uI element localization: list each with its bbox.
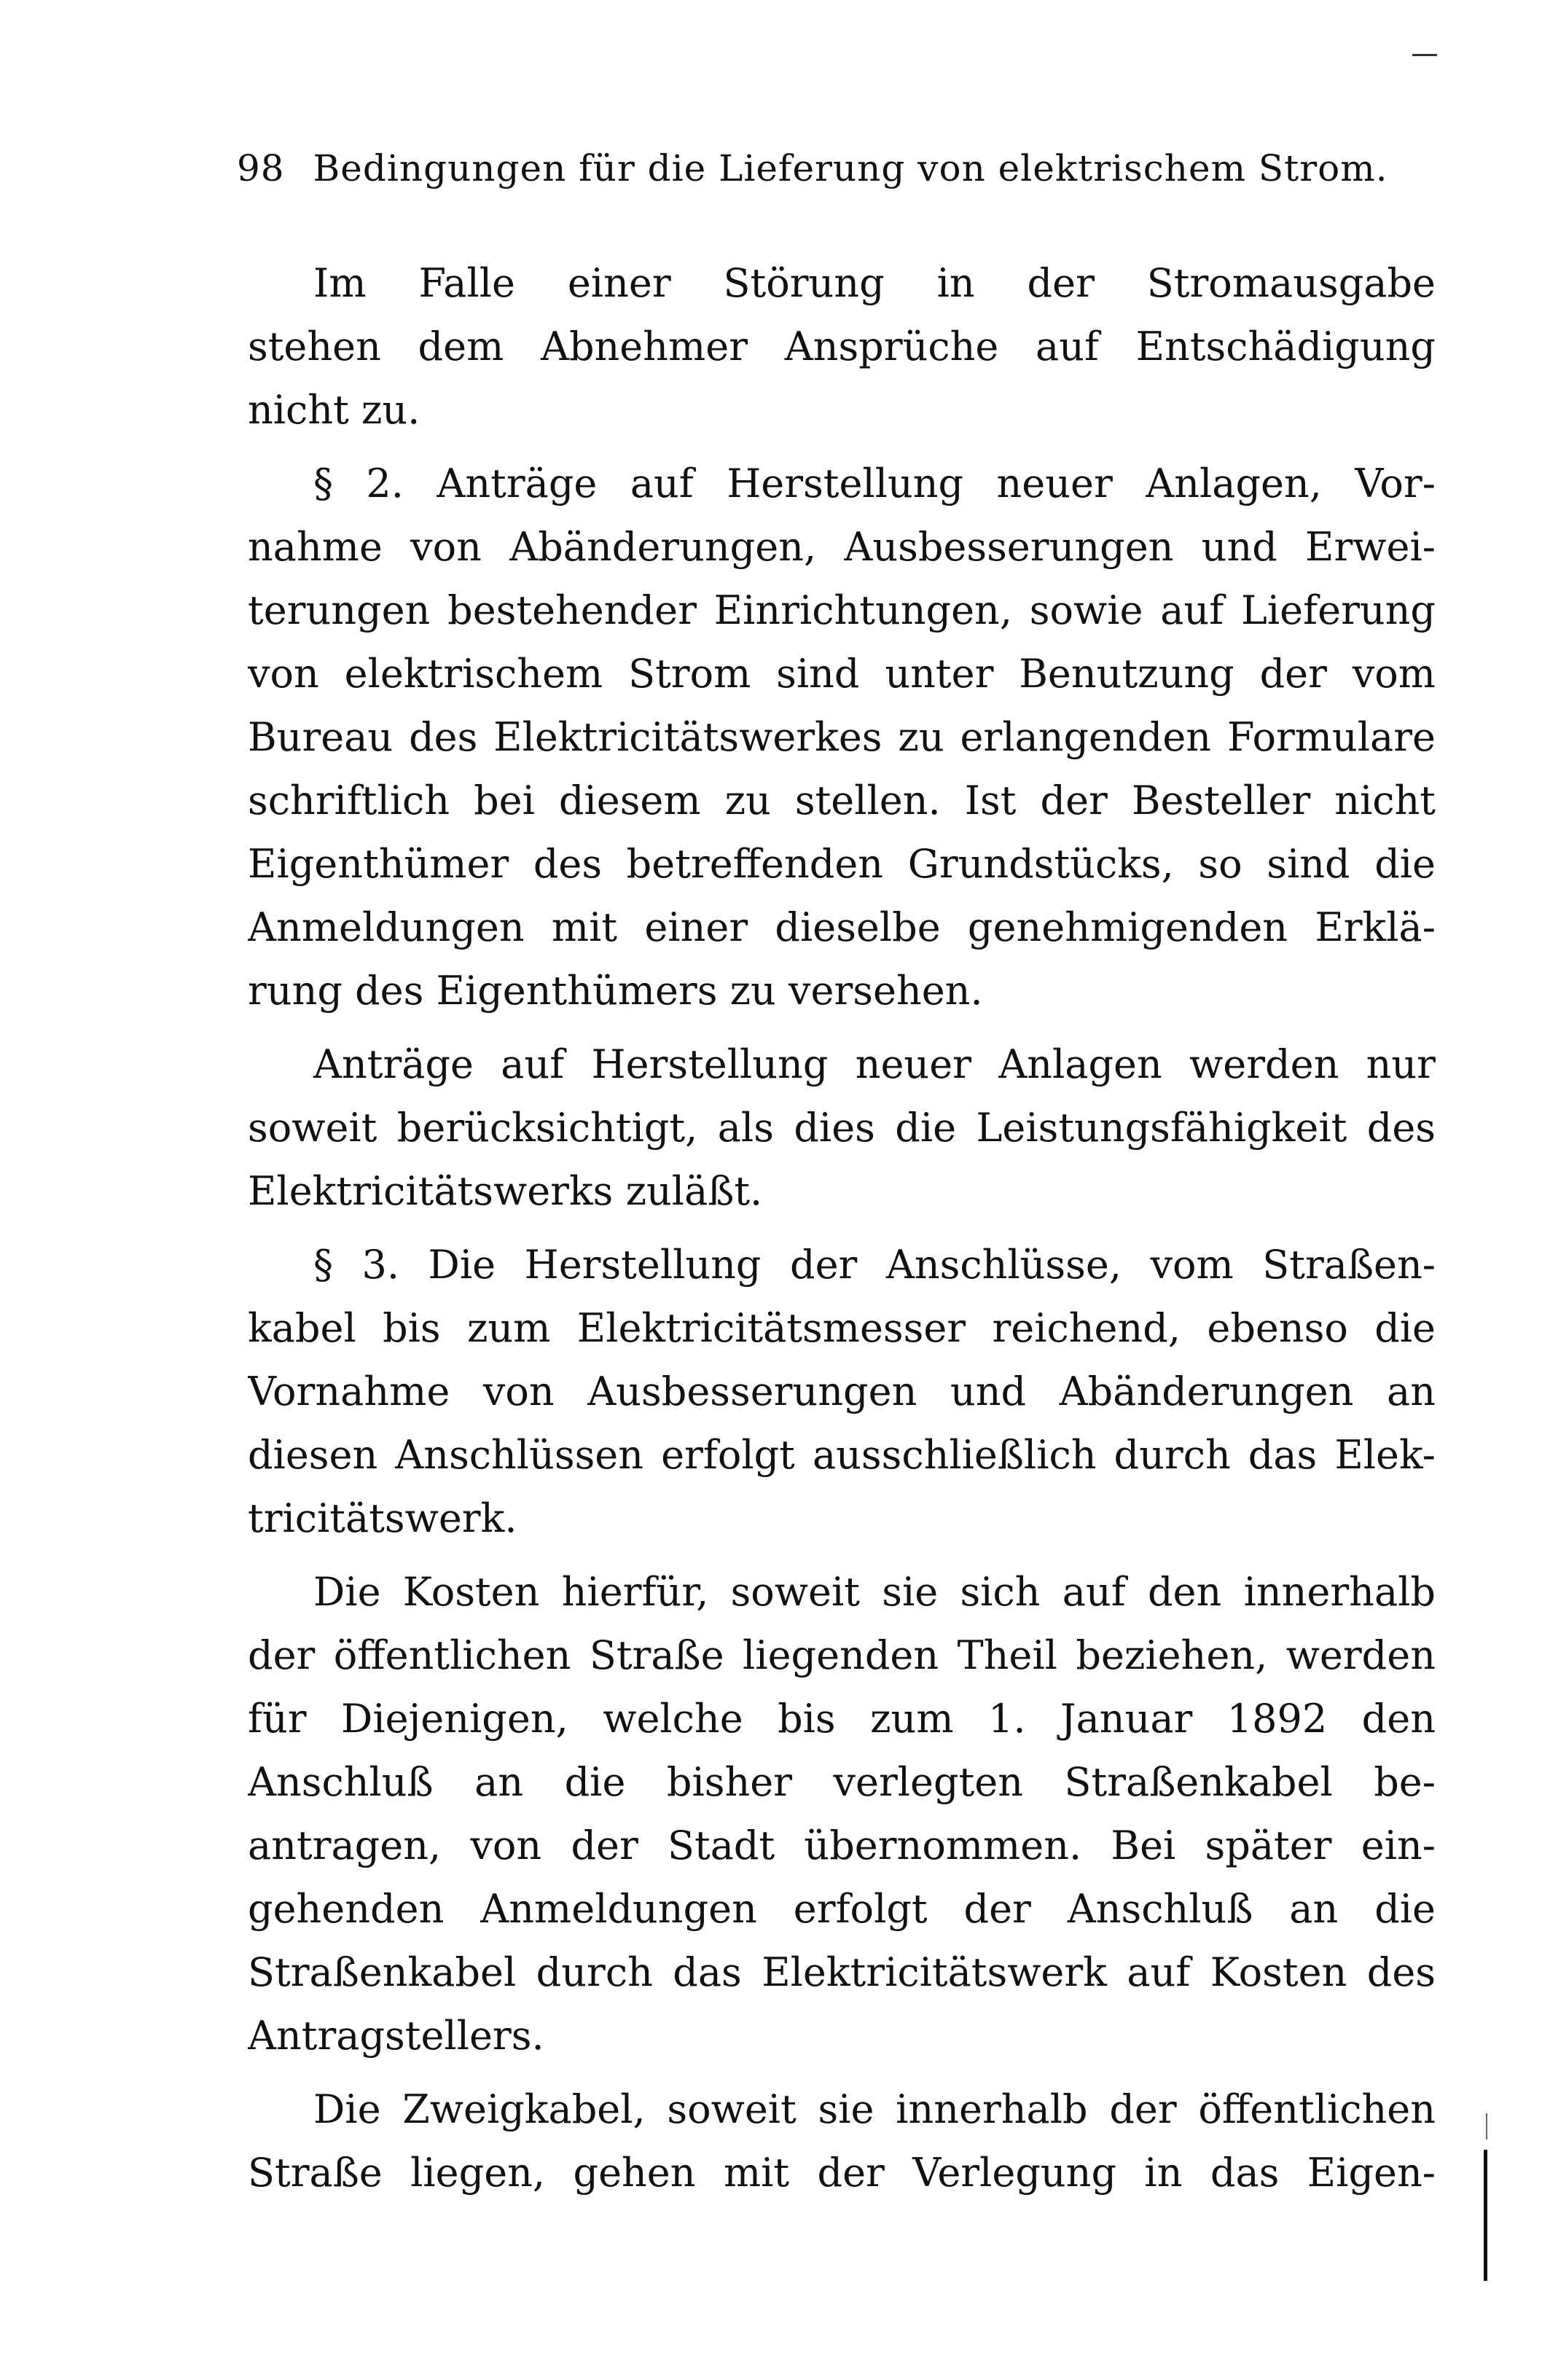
text-line: nahme von Abänderungen, Ausbesserungen und Erwei- [248,524,1436,570]
text-line: der öffentlichen Straße liegenden Theil beziehen, werden [248,1632,1436,1678]
text-line: terungen bestehender Einrichtungen, sowie auf Lieferung [248,587,1436,633]
text-line: Straßenkabel durch das Elektricitätswerk auf Kosten des [248,1949,1436,1995]
margin-bar-mark [1484,2150,1487,2281]
text-line: Eigenthümer des betreffenden Grundstücks, so sind die [248,841,1436,887]
text-line: Vornahme von Ausbesserungen und Abänderungen an [248,1369,1436,1414]
text-line: rung des Eigenthümers zu versehen. [248,968,983,1014]
text-line: stehen dem Abnehmer Ansprüche auf Entschädigung [248,324,1436,369]
body-text [248,251,1436,2204]
text-line: Die Kosten hierfür, soweit sie sich auf den innerhalb [313,1569,1436,1615]
text-line: von elektrischem Strom sind unter Benutzung der vom [248,651,1436,697]
text-line: § 2. Anträge auf Herstellung neuer Anlagen, Vor- [313,461,1436,506]
paragraph-gap [248,1022,1436,1033]
text-line: Straße liegen, gehen mit der Verlegung in das Eigen- [248,2150,1436,2196]
text-line: Elektricitätswerks zuläßt. [248,1168,763,1214]
text-line: Antragstellers. [248,2013,544,2059]
text-line: Anschluß an die bisher verlegten Straßenkabel be- [248,1759,1436,1805]
text-line: § 3. Die Herstellung der Anschlüsse, vom Straßen- [313,1242,1436,1288]
paragraph-gap [248,442,1436,452]
paragraph-gap [248,1223,1436,1233]
text-line: Die Zweigkabel, soweit sie innerhalb der öffentlichen [313,2086,1436,2132]
text-line: Bureau des Elektricitätswerkes zu erlangenden Formulare [248,714,1436,760]
text-line: soweit berücksichtigt, als dies die Leistungsfähigkeit des [248,1105,1436,1151]
text-line: gehenden Anmeldungen erfolgt der Anschluß an die [248,1886,1436,1932]
text-line: kabel bis zum Elektricitätsmesser reichend, ebenso die [248,1305,1436,1351]
page-number: 98 [237,147,285,189]
text-line: Anmeldungen mit einer dieselbe genehmigenden Erklä- [248,904,1436,950]
paragraph-gap [248,2067,1436,2078]
text-line: Im Falle einer Störung in der Stromausgabe [313,260,1436,306]
text-line: Anträge auf Herstellung neuer Anlagen werden nur [313,1041,1436,1087]
text-line: antragen, von der Stadt übernommen. Bei später ein- [248,1823,1436,1868]
text-line: für Diejenigen, welche bis zum 1. Januar 1892 den [248,1696,1436,1742]
running-header [237,136,1432,201]
margin-tick-mark [1486,2113,1487,2140]
running-title: Bedingungen für die Lieferung von elektrischem Strom. [313,147,1388,189]
paragraph-gap [248,1550,1436,1560]
text-line: diesen Anschlüssen erfolgt ausschließlich durch das Elek- [248,1432,1436,1478]
text-line: tricitätswerk. [248,1495,517,1541]
text-line: schriftlich bei diesem zu stellen. Ist der Besteller nicht [248,778,1436,823]
corner-dash-mark [1412,54,1437,56]
text-line: nicht zu. [248,387,420,433]
